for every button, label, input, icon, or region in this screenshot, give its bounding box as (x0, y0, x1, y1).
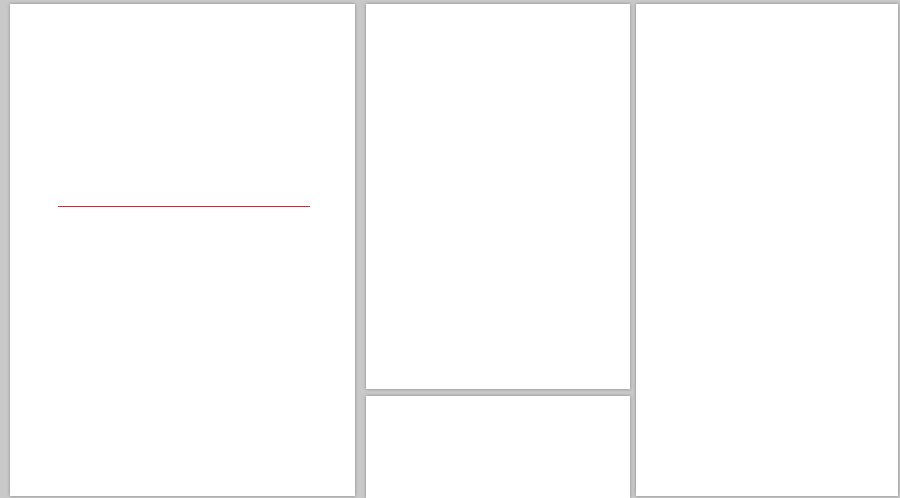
document-page-3 (636, 4, 898, 496)
document-page-2 (366, 4, 630, 389)
header-divider (58, 206, 310, 207)
document-page-2-continued (366, 396, 630, 498)
document-page-1 (10, 4, 355, 496)
